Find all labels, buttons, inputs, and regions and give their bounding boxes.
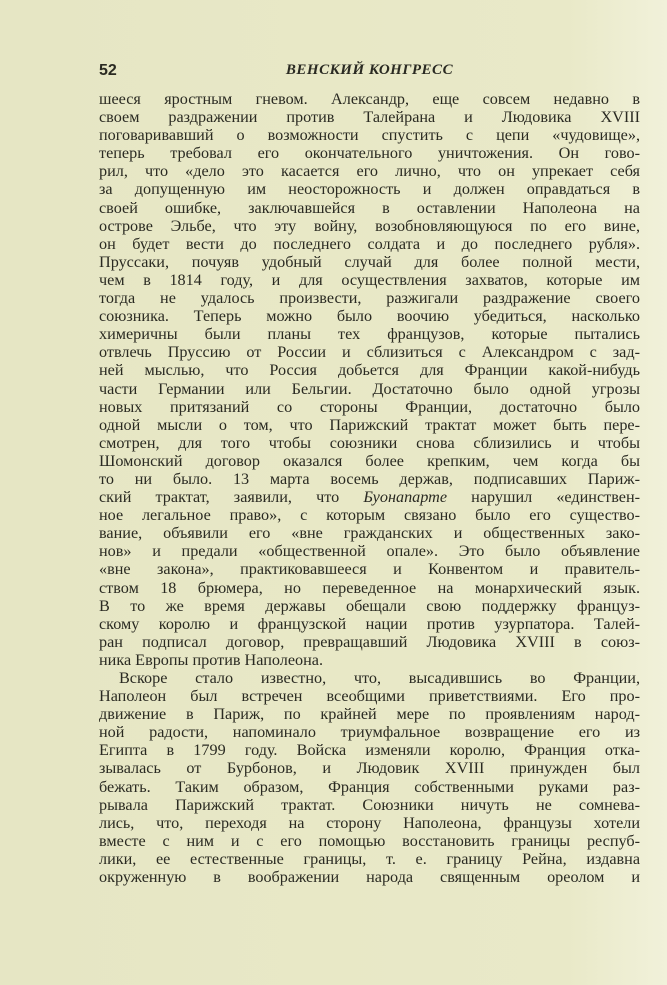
text-line: смотрен, для того чтобы союзники снова сблизились и чтобы (99, 433, 640, 452)
text-line: ной радости, напоминало триумфальное возвращение его из (99, 723, 640, 742)
text-line: чем в 1814 году, и для осуществления захватов, которые им (99, 270, 640, 289)
text-line: союзника. Теперь можно было воочию убедиться, насколько (99, 307, 640, 326)
paragraph-1-continued (99, 506, 640, 669)
text-line: скому королю и французской нации против узурпатора. Талей- (99, 614, 640, 633)
text-line: части Германии или Бельгии. Достаточно было одной угрозы (99, 379, 640, 398)
text-line: окруженную в воображении народа священным ореолом и (99, 868, 640, 887)
text-line: ника Европы против Наполеона. (99, 650, 324, 669)
paragraph-2 (99, 669, 640, 886)
text-line: одной мысли о том, что Парижский трактат может быть пере- (99, 415, 640, 434)
running-title: ВЕНСКИЙ КОНГРЕСС (285, 62, 454, 78)
text-line: вместе с ним и с его помощью восстановить границы респуб- (99, 831, 640, 850)
text-line: зывалась от Бурбонов, и Людовик XVIII принужден был (99, 759, 640, 778)
text-line: он будет вести до последнего солдата и до последнего рубля». (99, 234, 640, 253)
text-line: шееся яростным гневом. Александр, еще совсем недавно в (99, 90, 640, 108)
text-line: тогда не удалось произвести, разжигали раздражение своего (99, 289, 640, 308)
text-line: новых притязаний со стороны Франции, достаточно было (99, 397, 640, 416)
text-line: В то же время державы обещали свою поддержку француз- (99, 596, 640, 615)
text-line: лись, что, переходя на сторону Наполеона, французы хотели (99, 813, 640, 832)
paragraph-1 (99, 90, 640, 488)
text-line: теперь требовал его окончательного уничтожения. Он гово- (99, 144, 640, 163)
text-line: за допущенную им неосторожность и должен оправдаться в (99, 180, 640, 199)
page-number: 52 (99, 62, 117, 79)
text-line: вание, объявили его «вне гражданских и общественных зако- (99, 524, 640, 543)
text-line (99, 488, 640, 506)
text-line: рил, что «дело это касается его лично, что он упрекает себя (99, 162, 640, 181)
text-line: ное легальное право», с которым связано было его существо- (99, 506, 640, 525)
text-line: нов» и предали «общественной опале». Это было объявление (99, 542, 640, 561)
text-line: движение в Париж, по крайней мере по проявлениям народ- (99, 705, 640, 724)
text-line: Пруссаки, почуяв удобный случай для более полной мести, (99, 252, 640, 271)
text-line: рывала Парижский трактат. Союзники ничуть не сомнева- (99, 795, 640, 814)
text-line: Наполеон был встречен всеобщими приветствиями. Его про- (99, 687, 640, 706)
page-header (99, 62, 640, 84)
text-segment: ский трактат, заявили, что (99, 488, 364, 507)
text-line: острове Эльбе, что эту войну, возобновляющуюся по его вине, (99, 216, 640, 235)
text-line: отвлечь Пруссию от России и сблизиться с Александром с зад- (99, 343, 640, 362)
text-line: своей ошибке, заключавшейся в оставлении Наполеона на (99, 198, 640, 217)
text-line: химеричны были планы тех французов, которые пытались (99, 325, 640, 344)
text-line: поговаривавший о возможности спустить с цепи «чудовище», (99, 126, 640, 145)
text-segment: нарушил «единствен- (447, 488, 641, 507)
text-line: «вне закона», практиковавшееся и Конвентом и правитель- (99, 560, 640, 579)
text-line: своем раздражении против Талейрана и Людовика XVIII (99, 108, 640, 127)
text-line: ством 18 брюмера, но переведенное на монархический язык. (99, 578, 640, 597)
text-line: ран подписал договор, превращавший Людовика XVIII в союз- (99, 632, 640, 651)
text-line: то ни было. 13 марта восемь держав, подписавших Париж- (99, 469, 640, 488)
text-line: Египта в 1799 году. Войска изменяли королю, Франция отка- (99, 741, 640, 760)
text-line: Шомонский договор оказался более крепким, чем когда бы (99, 451, 640, 470)
text-line: ней мыслью, что Россия добьется для Франции какой-нибудь (99, 361, 640, 380)
page-body (99, 90, 640, 886)
italic-name: Буонапарте (363, 488, 448, 507)
text-line: Вскоре стало известно, что, высадившись во Франции, (119, 669, 640, 687)
text-line: бежать. Таким образом, Франция собственными руками раз- (99, 777, 640, 796)
text-line: лики, ее естественные границы, т. е. границу Рейна, издавна (99, 849, 640, 868)
